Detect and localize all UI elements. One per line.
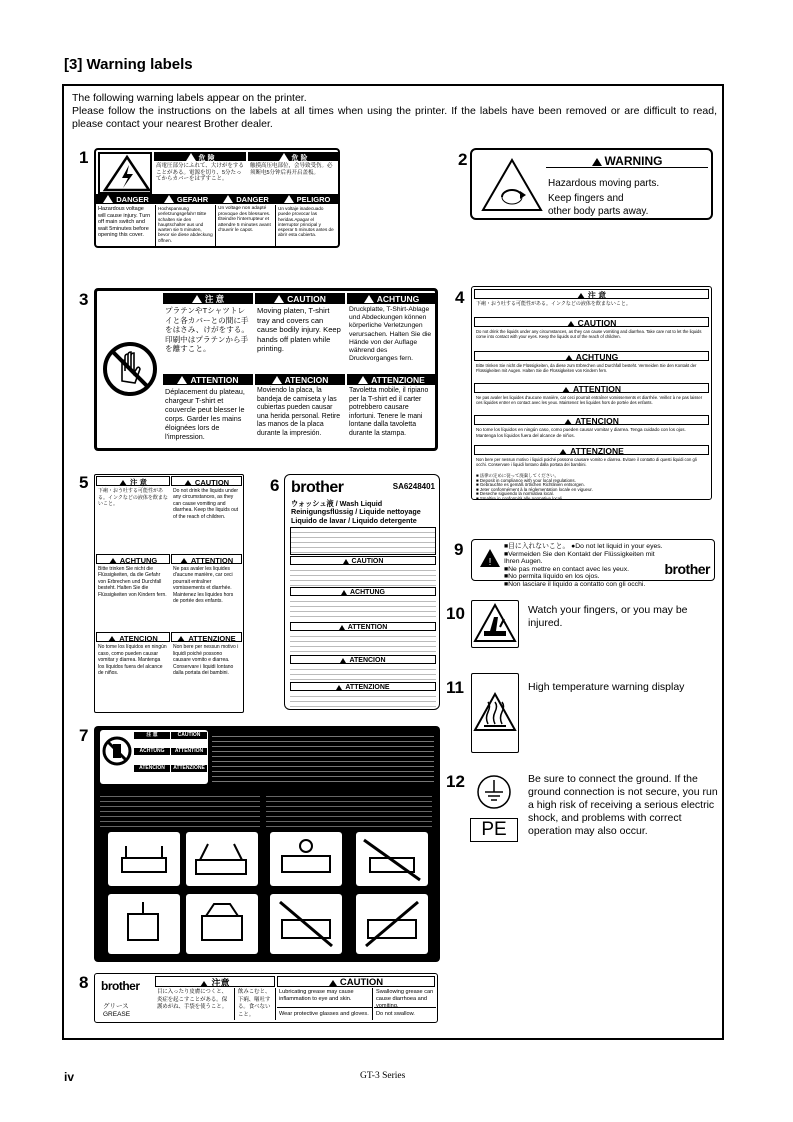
label-4-jp-text: 下痢・おう吐する可能性がある。インクなどの液体を飲まないこと。 xyxy=(476,301,631,307)
label-5-achtung-head: ACHTUNG xyxy=(96,554,170,564)
label-7-attenzione-head: ATTENZIONE xyxy=(171,765,207,772)
pe-label: PE xyxy=(470,818,518,842)
label-4-attention-head: ATTENTION xyxy=(474,383,709,393)
label-5-jp-text: 下痢・おう吐する可能性がある。インクなどの液体を飲まないこと。 xyxy=(98,488,168,507)
disposal-item: ■ Deseche siguiendo la normativa local. xyxy=(476,491,554,496)
label-9-eye-caution xyxy=(471,539,715,588)
label-1-cn-text: 触摸高压电部位，会导致受伤。必须断电5分钟后再开启盖板。 xyxy=(250,163,333,176)
finger-pinch-icon xyxy=(472,601,518,647)
label-4-liquid-caution xyxy=(471,286,712,500)
section-title: [3] Warning labels xyxy=(64,56,193,73)
disposal-item: ■ Smaltire in conformità alle normative locali. xyxy=(476,495,564,501)
label-9-line: ■Vermeiden Sie den Kontakt der Flüssigkeiten mit Ihren Augen. xyxy=(504,550,655,566)
label-6-caution-head: CAUTION xyxy=(290,556,436,565)
label-6-title xyxy=(289,499,439,526)
label-number-12: 12 xyxy=(446,772,465,791)
label-5-en-text: Do not drink the liquids under any circumstances, as they can cause vomiting and diarrhea. Keep the liquids out of the reach of children. xyxy=(173,488,239,520)
label-5-attention-head: ATTENTION xyxy=(171,554,242,564)
label-5-jp-head: 注 意 xyxy=(96,476,170,486)
lifting-diagram-4 xyxy=(356,832,428,886)
lifting-diagram-8 xyxy=(356,894,428,954)
lifting-diagram-5 xyxy=(108,894,180,954)
label-number-6: 6 xyxy=(270,476,280,495)
label-9-text xyxy=(502,542,672,590)
label-1-cn-danger-head: 危 险 xyxy=(248,152,338,161)
label-number-4: 4 xyxy=(455,288,465,307)
label-9-line: ■No permita líquido en los ojos. xyxy=(504,573,600,581)
label-7-achtung-head: ACHTUNG xyxy=(134,748,170,755)
label-1-danger-fr: DANGER xyxy=(216,194,276,204)
label-6-fr-text-block xyxy=(290,632,436,654)
label-8-grease xyxy=(94,973,438,1023)
label-2-line-2: Keep fingers and xyxy=(548,193,624,204)
label-9-brand: brother xyxy=(664,561,710,577)
label-4-caution-head: CAUTION xyxy=(474,317,709,327)
label-8-en-text-1: Lubricating grease may cause inflammation to eye and skin. xyxy=(277,988,373,1007)
label-10-description: Watch your fingers, or you may be injured. xyxy=(528,604,688,629)
label-11-high-temperature xyxy=(471,673,519,753)
label-8-jp-text-1: 目に入ったり皮膚につくと、炎症を起こすことがある。保護めがね、手袋を使うこと。 xyxy=(155,988,235,1020)
hot-surface-icon xyxy=(472,674,518,752)
label-2-text xyxy=(546,176,711,219)
label-8-en-text-2: Swallowing grease can cause diarrhoea and vomiting. xyxy=(376,989,434,1009)
svg-text:!: ! xyxy=(488,557,492,568)
disposal-item: ■ 法律の定めに従って廃棄してください。 xyxy=(476,473,559,478)
label-3-de-text: Druckplatte, T-Shirt-Ablage und Abdeckungen können körperliche Verletzungen verursachen. Halten Sie die Hände von der Auflage während des Druckvorganges fern. xyxy=(349,306,432,363)
label-6-attenzione-head: ATTENZIONE xyxy=(290,682,436,691)
label-7-attention-head: ATTENTION xyxy=(171,748,207,755)
eye-caution-icon xyxy=(476,544,500,576)
no-hands-icon xyxy=(99,299,161,439)
label-6-wash-liquid xyxy=(284,474,440,710)
label-4-en-text: Do not drink the liquids under any circumstances, as they can cause vomiting and diarrhea. Take care not to let the liquids come into contact with your eyes. Keep the liquids out of the reach of children. xyxy=(476,329,702,339)
label-3-fr-text: Déplacement du plateau, chargeur T-shirt et couvercle peut blesser le corps. Garder les mains éloignées lors de l'impression. xyxy=(165,387,245,441)
electric-shock-icon xyxy=(98,152,152,194)
label-number-9: 9 xyxy=(454,540,464,559)
label-3-platen-caution xyxy=(94,288,438,451)
label-6-code: SA6248401 xyxy=(392,482,435,491)
label-5-atencion-head: ATENCION xyxy=(96,632,170,642)
label-6-en-text-block xyxy=(290,566,436,586)
label-number-7: 7 xyxy=(79,726,89,745)
label-3-es-text: Moviendo la placa, la bandeja de camiseta y las cubiertas pueden causar una herida personal. Retire las manos de la placa durante la impresión. xyxy=(257,387,341,437)
label-2-line-3: other body parts away. xyxy=(548,206,649,217)
page-number: iv xyxy=(64,1070,75,1084)
label-6-title-line: ウォッシュ液 / Wash Liquid xyxy=(291,499,383,508)
label-1-jp-text: 高電圧部分にふれて、大けがをすることがある。電源を切り、5分たってからカバーをはずすこと。 xyxy=(156,163,244,182)
label-8-product xyxy=(101,1002,151,1019)
label-7-operation-label xyxy=(94,726,440,962)
label-6-title-line: Liquido de lavar / Liquido detergente xyxy=(291,515,417,525)
label-6-brand: brother xyxy=(291,479,344,496)
label-number-1: 1 xyxy=(79,148,89,167)
label-8-caution-head: CAUTION xyxy=(277,976,435,987)
label-7-jp-head: 注 意 xyxy=(134,732,170,739)
label-8-en-text-3: Wear protective glasses and gloves. xyxy=(277,1007,373,1020)
label-8-jp-head: 注意 xyxy=(155,976,275,987)
label-1-danger-en: DANGER xyxy=(96,194,156,204)
label-number-3: 3 xyxy=(79,290,89,309)
label-2-moving-parts xyxy=(470,148,713,220)
label-9-line: ■目に入れないこと。 ●Do not let liquid in your eyes. xyxy=(504,543,663,550)
label-5-es-text: No tome los líquidos en ningún caso, como pueden causar vomitar y diarrea. Mantenga los líquidos fuera del alcance de niños. xyxy=(98,644,167,677)
label-4-it-text: Non bere per nessun motivo i liquidi poiché possono causare vomito e diarrea. Evitare il contatto di questi liquidi con gli occhi. Conservare i liquidi lontano dalla portata dei bambini. xyxy=(476,457,697,467)
label-3-attention-head: ATTENTION xyxy=(163,374,253,385)
label-number-11: 11 xyxy=(446,678,464,697)
label-7-load-info-text xyxy=(212,732,434,784)
ground-symbol-icon xyxy=(476,774,512,810)
label-4-jp-head: 注 意 xyxy=(474,289,709,299)
label-6-it-text-block xyxy=(290,692,436,708)
label-1-high-voltage xyxy=(94,148,340,248)
label-8-product-jp: グリース xyxy=(103,1003,129,1010)
label-3-it-text: Tavoletta mobile, il ripiano per la T-shirt ed il carter potrebbero causare infortuni. Tenere le mani lontane dalla tavoletta durante la stampa. xyxy=(349,387,429,437)
label-3-jp-text: プラテンやTシャツトレイと各カバーとの間に手をはさみ、けがをする。印刷中はプラテンから手を離すこと。 xyxy=(165,306,249,353)
disposal-item: ■ Gebrauchte es gemäß örtlichen Richtlinien entsorgen. xyxy=(476,482,585,487)
label-7-caution-head: CAUTION xyxy=(171,732,207,739)
label-1-en-text: Hazardous voltage will cause injury. Turn off main switch and wait 5minutes before opening this cover. xyxy=(96,205,156,247)
label-1-gefahr: GEFAHR xyxy=(156,194,216,204)
label-6-de-text-block xyxy=(290,597,436,621)
label-5-attenzione-head: ATTENZIONE xyxy=(171,632,242,642)
label-8-jp-text-2: 飲みこむと、下痢、嘔吐する。食べないこと。 xyxy=(236,988,276,1020)
label-9-line: ■Non lasciare il liquido a contatto con gli occhi. xyxy=(504,580,646,588)
label-9-line: ■Ne pas mettre en contact avec les yeux. xyxy=(504,565,630,573)
label-number-10: 10 xyxy=(446,604,465,623)
label-8-en-text-4: Do not swallow. xyxy=(374,1007,436,1020)
label-3-attenzione-head: ATTENZIONE xyxy=(347,374,436,385)
label-3-en-text: Moving platen, T-shirt tray and covers can cause bodily injury. Keep hands off platen while printing. xyxy=(257,306,341,353)
label-3-jp-head: 注 意 xyxy=(163,293,253,304)
label-1-peligro: PELIGRO xyxy=(276,194,338,204)
lifting-diagram-2 xyxy=(186,832,258,886)
label-8-brand: brother xyxy=(101,979,140,993)
label-4-es-text: No tome los líquidos en ningún caso, como pueden causar vomitar y diarrea. Tenga cuidado con los ojos. Mantenga los líquidos fuera del alcance de niños. xyxy=(476,427,686,438)
label-11-description: High temperature warning display xyxy=(528,681,685,693)
label-number-2: 2 xyxy=(458,150,468,169)
label-1-es-text: Un voltaje inadecuado puede provocar las heridas.Apagar el interruptor principal y esperar 5 minutos antes de abrir esta cubierta. xyxy=(278,206,334,238)
label-4-attenzione-head: ATTENZIONE xyxy=(474,445,709,455)
label-number-8: 8 xyxy=(79,973,89,992)
label-5-it-text: Non bere per nessun motivo i liquidi poiché possono causare vomito e diarrea. Conservare i liquidi lontano dalla portata dei bambini. xyxy=(173,644,239,677)
label-3-achtung-head: ACHTUNG xyxy=(347,293,436,304)
label-4-achtung-head: ACHTUNG xyxy=(474,351,709,361)
lifting-diagram-7 xyxy=(270,894,342,954)
label-3-caution-head: CAUTION xyxy=(255,293,345,304)
disposal-item: ■ Deposit in compliance with your local regulations. xyxy=(476,477,576,483)
label-5-de-text: Bitte trinken Sie nicht die Flüssigkeiten, da die Gefahr von Erbrechen und Durchfall besteht. Halten Sie die Flüssigkeiten von Kindern fern. xyxy=(98,566,167,598)
label-1-jp-danger-head: 危 険 xyxy=(154,152,246,161)
label-5-caution-head: CAUTION xyxy=(171,476,242,486)
label-4-fr-text: Ne pas avaler les liquides d'aucune manière, car ceci pourrait entraîner vomissements et diarrhée. Veillez à ne pas laisser ces liquides entrer en contact avec les yeux. Maintenez les liquides hors de portée des enfants. xyxy=(476,395,703,405)
label-1-fr-text: Un voltage non adapté provoque des blessures. Éteindre l'interrupteur et attendre 5 minutes avant d'ouvrir le capot. xyxy=(216,205,276,247)
label-4-atencion-head: ATENCION xyxy=(474,415,709,425)
intro-line-1: The following warning labels appear on the printer. xyxy=(72,92,307,104)
label-6-attention-head: ATTENTION xyxy=(290,622,436,631)
label-number-5: 5 xyxy=(79,473,89,492)
label-8-product-en: GREASE xyxy=(103,1010,131,1018)
label-6-achtung-head: ACHTUNG xyxy=(290,587,436,596)
label-2-line-1: Hazardous moving parts. xyxy=(548,178,660,189)
label-7-atencion-head: ATENCION xyxy=(134,765,170,772)
lifting-diagram-6 xyxy=(186,894,258,954)
label-5-fr-text: Ne pas avaler les liquides d'aucune manière, car ceci pourrait entraîner vomissements et diarrhée. Maintenez les liquides hors de portée des enfants. xyxy=(173,566,234,605)
label-6-jp-block xyxy=(290,527,436,555)
intro-line-2: Please follow the instructions on the labels at all times when using the printer. If the labels have been removed or are difficult to read, please contact your nearest Brother dealer. xyxy=(72,105,717,130)
label-6-es-text-block xyxy=(290,665,436,681)
no-touch-icon xyxy=(102,736,132,766)
label-7-transport-text xyxy=(100,792,260,828)
label-7-caution-panel xyxy=(100,730,208,784)
label-6-atencion-head: ATENCION xyxy=(290,655,436,664)
disposal-item: ■ Jeter conformément à la réglementation locale en vigueur. xyxy=(476,486,593,492)
label-1-de-text: Hochspannung verletzungsgefahr! Bitte schalten sie den hauptschalter aus und warten sie 5 minuten, bevor sie diese abdeckung öffnen. xyxy=(156,205,216,247)
intro-text xyxy=(72,92,717,131)
footer-series: GT-3 Series xyxy=(360,1071,406,1081)
label-2-warning-head: WARNING xyxy=(546,154,708,168)
label-12-description: Be sure to connect the ground. If the ground connection is not secure, you run a high risk of receiving a serious electric shock, and problems with correct operation may also occur. xyxy=(528,773,718,837)
rotating-parts-icon xyxy=(478,156,542,212)
label-6-title-line: Reinigungsflüssig / Liquide nettoyage xyxy=(291,507,421,517)
label-3-atencion-head: ATENCION xyxy=(255,374,345,385)
label-7-no-touch-text xyxy=(266,792,432,828)
label-10-finger-warning xyxy=(471,600,519,648)
label-4-disposal xyxy=(474,473,709,499)
label-5-liquid-caution xyxy=(94,474,244,713)
label-4-de-text: Bitte trinken Sie nicht die Flüssigkeiten, da diese zum Erbrechen und Durchfall besteht. Vermeiden Sie den Kontakt der Flüssigkeiten mit Augen. Halten Sie die Flüssigkeiten von Kindern fern. xyxy=(476,363,697,373)
lifting-diagram-3 xyxy=(270,832,342,886)
lifting-diagram-1 xyxy=(108,832,180,886)
